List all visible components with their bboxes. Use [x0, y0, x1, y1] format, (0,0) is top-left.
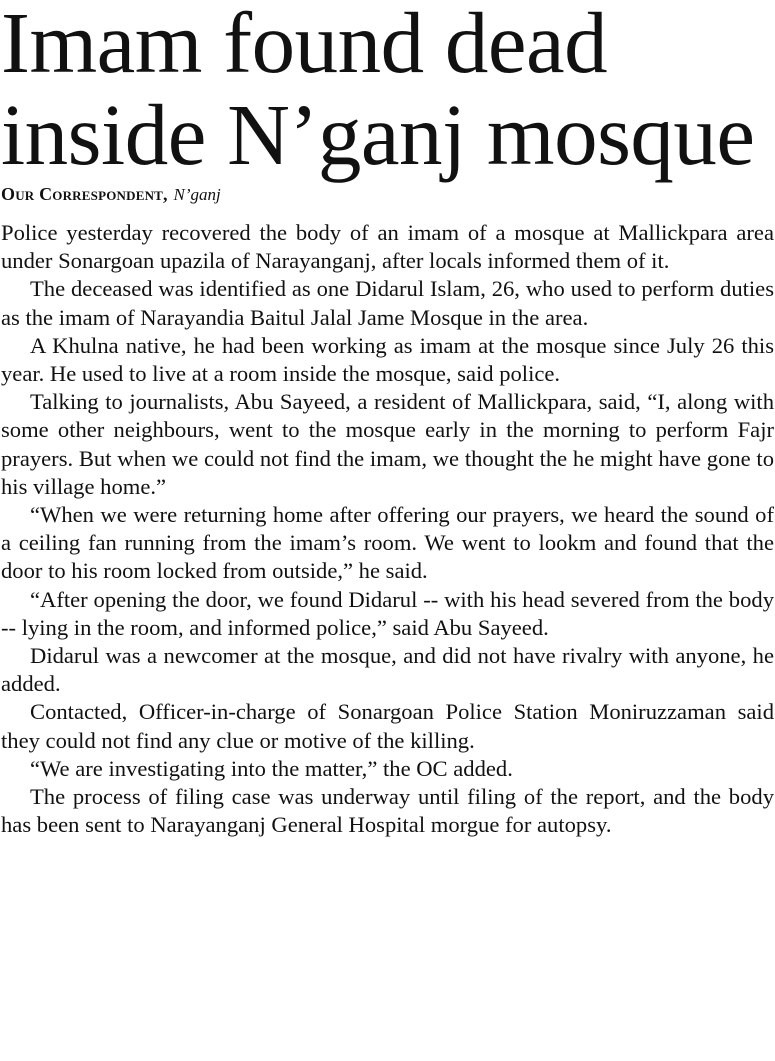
body-paragraph: Talking to journalists, Abu Sayeed, a resident of Mallickpara, said, “I, along with some other neighbours, went to the mosque early in the morning to perform Fajr prayers. But when we could not find the imam, we thought the he might have gone to his village home.”	[1, 389, 774, 499]
body-paragraph: The deceased was identified as one Didarul Islam, 26, who used to perform duties as the imam of Narayandia Baitul Jalal Jame Mosque in the area.	[1, 276, 774, 330]
byline	[1, 183, 774, 205]
headline-line-1: Imam found dead	[1, 0, 608, 91]
body-paragraph: Police yesterday recovered the body of an imam of a mosque at Mallickpara area under Sonargoan upazila of Narayanganj, after locals informed them of it.	[1, 220, 774, 274]
byline-author: Our Correspondent	[1, 184, 164, 204]
headline	[1, 0, 774, 183]
body-paragraph: Didarul was a newcomer at the mosque, and did not have rivalry with anyone, he added.	[1, 643, 774, 697]
article-body	[1, 219, 774, 839]
body-paragraph: “We are investigating into the matter,” the OC added.	[30, 755, 513, 781]
headline-line-2: inside N’ganj mosque	[1, 86, 755, 183]
body-paragraph: “After opening the door, we found Didarul -- with his head severed from the body -- lying in the room, and informed police,” said Abu Sayeed.	[1, 586, 774, 640]
byline-dateline: N’ganj	[173, 185, 221, 204]
body-paragraph: Contacted, Officer-in-charge of Sonargoan Police Station Moniruzzaman said they could not find any clue or motive of the killing.	[1, 699, 774, 753]
body-paragraph: A Khulna native, he had been working as imam at the mosque since July 26 this year. He used to live at a room inside the mosque, said police.	[1, 332, 774, 387]
body-paragraph: The process of filing case was underway until filing of the report, and the body has been sent to Narayanganj General Hospital morgue for autopsy.	[1, 784, 774, 838]
body-paragraph: “When we were returning home after offering our prayers, we heard the sound of a ceiling fan running from the imam’s room. We went to lookm and found that the door to his room locked from outside,” he said.	[1, 502, 774, 584]
byline-separator: ,	[163, 184, 168, 204]
